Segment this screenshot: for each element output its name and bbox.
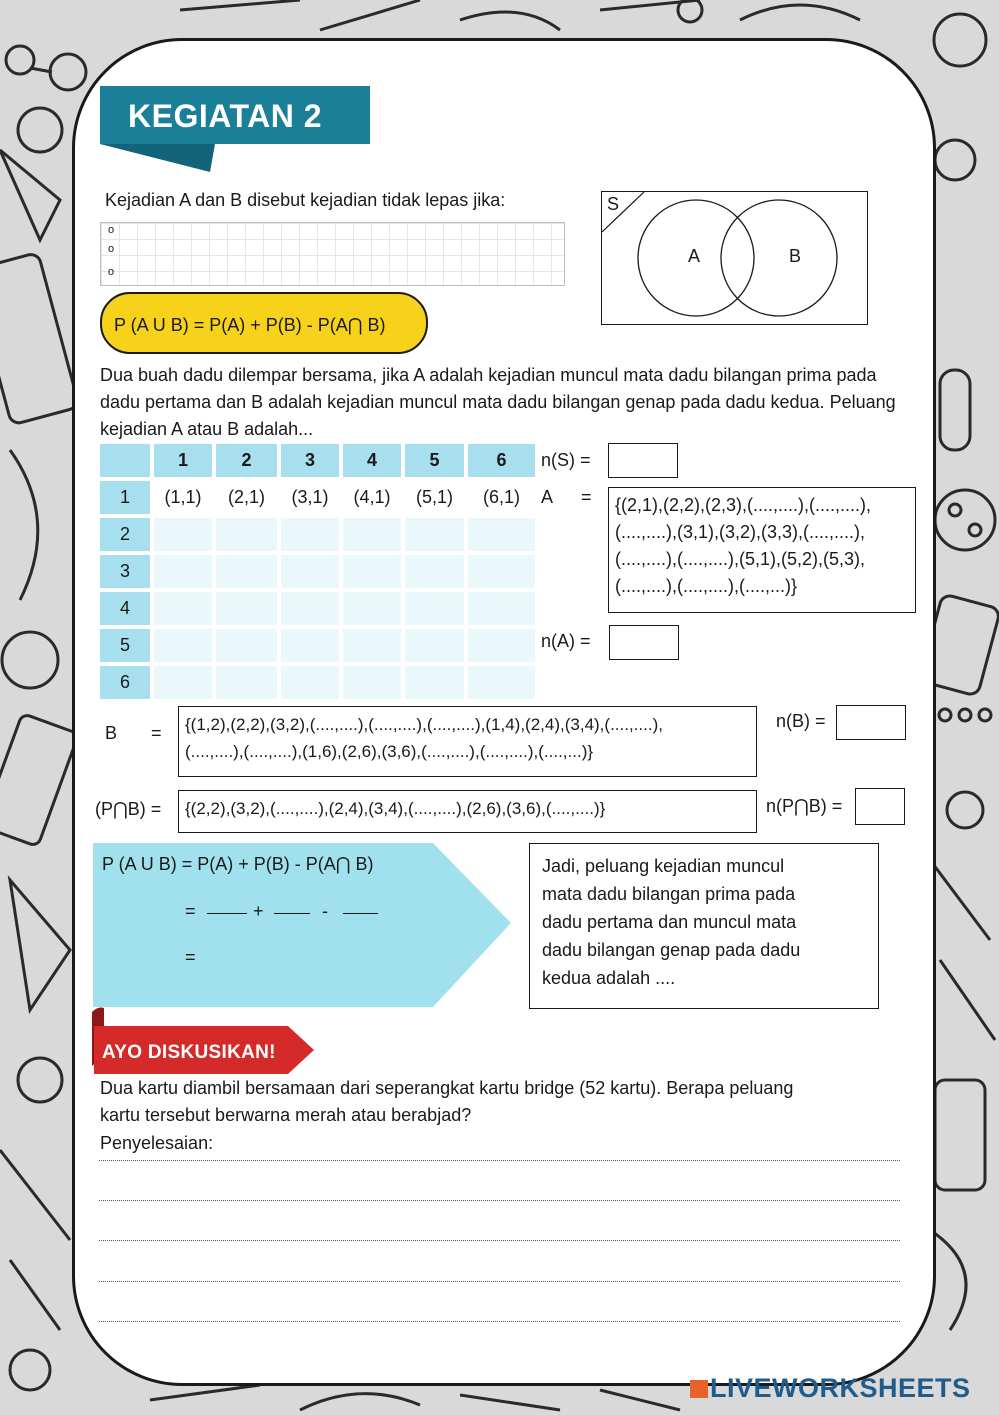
discussion-question-line-1: Dua kartu diambil bersamaan dari seperangkat kartu bridge (52 kartu). Berapa peluang bbox=[100, 1078, 794, 1098]
table-cell-input[interactable] bbox=[154, 629, 212, 662]
liveworksheets-logo bbox=[690, 1373, 971, 1404]
row-header: 1 bbox=[100, 481, 150, 514]
answer-line[interactable] bbox=[99, 1200, 900, 1201]
bullet-2: o bbox=[108, 243, 115, 255]
table-cell-input[interactable] bbox=[468, 666, 535, 699]
table-cell: (1,1) bbox=[154, 481, 212, 514]
venn-universe-label: S bbox=[607, 194, 620, 214]
n-intersection-label: n(P⋂B) = bbox=[766, 796, 843, 816]
conclusion-line: dadu pertama dan muncul mata bbox=[542, 912, 797, 932]
union-formula: P (A U B) = P(A) + P(B) - P(A⋂ B) bbox=[100, 292, 428, 354]
answer-line[interactable] bbox=[99, 1281, 900, 1282]
intersection-box[interactable]: {(2,2),(3,2),(....,....),(2,4),(3,4),(....,....),(2,6),(3,6),(....,....)} bbox=[178, 790, 757, 833]
venn-label-b: B bbox=[789, 246, 802, 266]
row-header: 6 bbox=[100, 666, 150, 699]
answer-line[interactable] bbox=[99, 1321, 900, 1322]
table-cell-input[interactable] bbox=[468, 629, 535, 662]
venn-diagram bbox=[601, 191, 868, 325]
table-row bbox=[100, 666, 535, 699]
title-banner-tail bbox=[100, 144, 215, 174]
page-title: KEGIATAN 2 bbox=[128, 98, 323, 134]
table-cell-input[interactable] bbox=[216, 629, 277, 662]
n-intersection-input[interactable] bbox=[855, 788, 905, 825]
set-a-line: (....,....),(....,....),(5,1),(5,2),(5,3), bbox=[615, 549, 866, 569]
set-a-line: (....,....),(....,....),(....,...)} bbox=[615, 576, 798, 596]
table-header-row bbox=[100, 444, 535, 477]
set-b-label: B bbox=[105, 723, 118, 743]
col-header: 5 bbox=[405, 444, 464, 477]
table-cell: (2,1) bbox=[216, 481, 277, 514]
nb-input[interactable] bbox=[836, 705, 906, 740]
table-cell-input[interactable] bbox=[343, 518, 401, 551]
conclusion-line: kedua adalah .... bbox=[542, 968, 676, 988]
table-cell-input[interactable] bbox=[405, 629, 464, 662]
table-cell: (3,1) bbox=[281, 481, 339, 514]
bullet-3: o bbox=[108, 266, 115, 278]
table-cell-input[interactable] bbox=[154, 518, 212, 551]
table-cell-input[interactable] bbox=[343, 666, 401, 699]
set-a-equals: = bbox=[581, 487, 592, 507]
set-a-label: A bbox=[541, 487, 554, 507]
col-header: 4 bbox=[343, 444, 401, 477]
fraction-blank-2[interactable] bbox=[274, 913, 310, 914]
conclusion-line: mata dadu bilangan prima pada bbox=[542, 884, 796, 904]
table-cell-input[interactable] bbox=[343, 629, 401, 662]
conclusion-box[interactable] bbox=[529, 843, 879, 1009]
row-header: 5 bbox=[100, 629, 150, 662]
table-cell-input[interactable] bbox=[216, 518, 277, 551]
discussion-question-line-2: kartu tersebut berwarna merah atau berabjad? bbox=[100, 1105, 472, 1125]
conclusion-line: dadu bilangan genap pada dadu bbox=[542, 940, 801, 960]
row-header: 3 bbox=[100, 555, 150, 588]
intersection-label: (P⋂B) = bbox=[95, 799, 162, 819]
answer-line[interactable] bbox=[99, 1240, 900, 1241]
table-cell-input[interactable] bbox=[468, 592, 535, 625]
fraction-blank-1[interactable] bbox=[207, 913, 247, 914]
calc-formula: P (A U B) = P(A) + P(B) - P(A⋂ B) bbox=[102, 854, 374, 874]
table-cell-input[interactable] bbox=[216, 592, 277, 625]
table-cell-input[interactable] bbox=[343, 592, 401, 625]
table-cell-input[interactable] bbox=[281, 518, 339, 551]
table-corner bbox=[100, 444, 150, 477]
definition-prompt: Kejadian A dan B disebut kejadian tidak lepas jika: bbox=[105, 190, 506, 210]
table-cell-input[interactable] bbox=[216, 555, 277, 588]
table-cell-input[interactable] bbox=[405, 555, 464, 588]
fraction-blank-3[interactable] bbox=[343, 913, 378, 914]
table-cell-input[interactable] bbox=[216, 666, 277, 699]
col-header: 1 bbox=[154, 444, 212, 477]
ns-input[interactable] bbox=[608, 443, 678, 478]
col-header: 2 bbox=[216, 444, 277, 477]
table-cell: (4,1) bbox=[343, 481, 401, 514]
table-cell-input[interactable] bbox=[468, 555, 535, 588]
table-cell-input[interactable] bbox=[468, 518, 535, 551]
set-b-line: {(1,2),(2,2),(3,2),(....,....),(....,....),(....,....),(1,4),(2,4),(3,4),(....,....), bbox=[185, 715, 663, 734]
problem-text: Dua buah dadu dilempar bersama, jika A adalah kejadian muncul mata dadu bilangan prima pada dadu pertama dan B adalah kejadian muncul mata dadu bilangan genap pada dadu kedua. Peluang kejadian A atau B adalah... bbox=[100, 365, 896, 439]
col-header: 3 bbox=[281, 444, 339, 477]
table-row bbox=[100, 629, 535, 662]
table-cell-input[interactable] bbox=[405, 518, 464, 551]
table-cell-input[interactable] bbox=[343, 555, 401, 588]
dice-sample-table bbox=[96, 440, 539, 703]
bullet-1: o bbox=[108, 224, 115, 236]
calc-plus: + bbox=[253, 901, 264, 921]
set-b-box[interactable] bbox=[178, 706, 757, 777]
table-cell-input[interactable] bbox=[154, 666, 212, 699]
row-header: 2 bbox=[100, 518, 150, 551]
conclusion-line: Jadi, peluang kejadian muncul bbox=[542, 856, 785, 876]
answer-label: Penyelesaian: bbox=[100, 1133, 214, 1153]
set-a-box[interactable] bbox=[608, 487, 916, 613]
set-a-line: {(2,1),(2,2),(2,3),(....,....),(....,....), bbox=[615, 495, 872, 515]
logo-icon bbox=[690, 1380, 708, 1398]
na-label: n(A) = bbox=[541, 631, 591, 651]
calc-minus: - bbox=[322, 901, 328, 921]
table-row bbox=[100, 555, 535, 588]
table-row bbox=[100, 592, 535, 625]
calc-equals-2: = bbox=[185, 947, 196, 967]
ns-label: n(S) = bbox=[541, 450, 591, 470]
definition-answer-grid[interactable] bbox=[100, 222, 565, 286]
table-cell-input[interactable] bbox=[154, 555, 212, 588]
set-a-line: (....,....),(3,1),(3,2),(3,3),(....,....), bbox=[615, 522, 866, 542]
table-cell-input[interactable] bbox=[281, 666, 339, 699]
table-cell-input[interactable] bbox=[281, 555, 339, 588]
nb-label: n(B) = bbox=[776, 711, 826, 731]
table-cell: (6,1) bbox=[468, 481, 535, 514]
table-cell-input[interactable] bbox=[281, 592, 339, 625]
col-header: 6 bbox=[468, 444, 535, 477]
table-cell-input[interactable] bbox=[405, 592, 464, 625]
calc-equals-1: = bbox=[185, 901, 196, 921]
venn-circles bbox=[602, 192, 867, 324]
table-cell-input[interactable] bbox=[281, 629, 339, 662]
venn-label-a: A bbox=[688, 246, 701, 266]
set-b-equals: = bbox=[151, 723, 162, 743]
answer-line[interactable] bbox=[99, 1160, 900, 1161]
table-cell: (5,1) bbox=[405, 481, 464, 514]
table-row bbox=[100, 481, 535, 514]
na-input[interactable] bbox=[609, 625, 679, 660]
table-cell-input[interactable] bbox=[405, 666, 464, 699]
logo-text: LIVEWORKSHEETS bbox=[710, 1373, 971, 1403]
table-cell-input[interactable] bbox=[154, 592, 212, 625]
discussion-banner-title: AYO DISKUSIKAN! bbox=[102, 1042, 276, 1063]
set-b-line: (....,....),(....,....),(1,6),(2,6),(3,6),(....,....),(....,....),(....,...)} bbox=[185, 742, 594, 761]
table-row bbox=[100, 518, 535, 551]
row-header: 4 bbox=[100, 592, 150, 625]
